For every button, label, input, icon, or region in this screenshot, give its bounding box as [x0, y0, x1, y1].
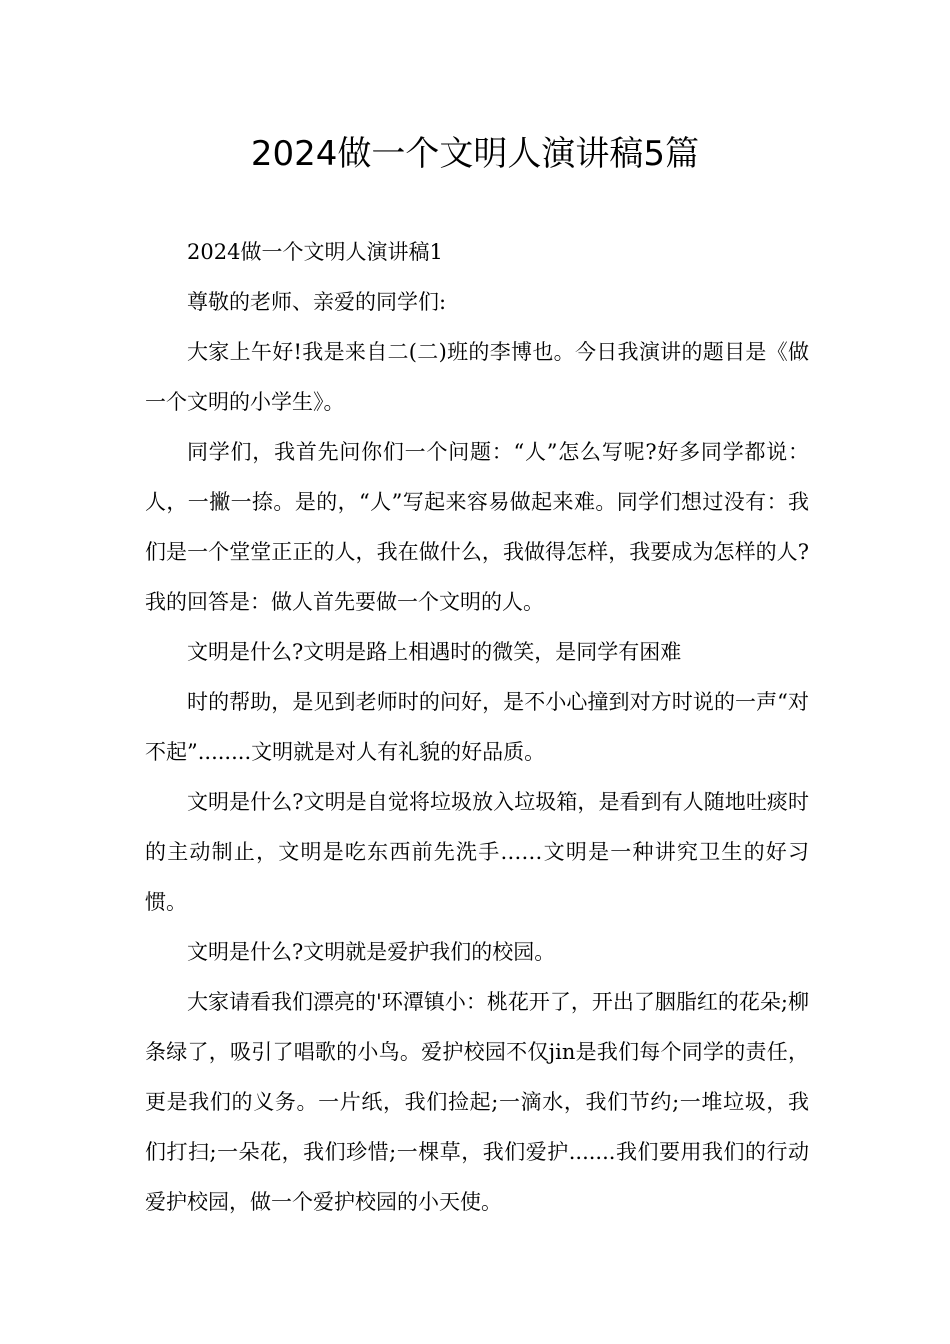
body-paragraph: 大家请看我们漂亮的'环潭镇小：桃花开了，开出了胭脂红的花朵;柳条绿了，吸引了唱歌的小鸟。爱护校园不仅jin是我们每个同学的责任，更是我们的义务。一片纸，我们捡起;一滴水，我们节约;一堆垃圾，我们打扫;一朵花，我们珍惜;一棵草，我们爱护.......我们要用我们的行动爱护校园，做一个爱护校园的小天使。: [145, 990, 809, 1214]
section-heading: 2024做一个文明人演讲稿1: [187, 240, 443, 264]
body-paragraph: 时的帮助，是见到老师时的问好，是不小心撞到对方时说的一声“对不起”........文明就是对人有礼貌的好品质。: [145, 690, 809, 764]
body-paragraph: 文明是什么?文明是自觉将垃圾放入垃圾箱，是看到有人随地吐痰时的主动制止，文明是吃东西前先洗手……文明是一种讲究卫生的好习惯。: [145, 790, 809, 914]
document-title: 2024做一个文明人演讲稿5篇: [250, 134, 700, 174]
body-paragraph: 文明是什么?文明是路上相遇时的微笑，是同学有困难: [187, 640, 682, 664]
body-paragraph: 同学们，我首先问你们一个问题：“人”怎么写呢?好多同学都说：人，一撇一捺。是的，“人”写起来容易做起来难。同学们想过没有：我们是一个堂堂正正的人，我在做什么，我做得怎样，我要成为怎样的人?我的回答是：做人首先要做一个文明的人。: [145, 440, 809, 614]
document-body: [145, 227, 809, 1227]
intro-paragraph: 大家上午好!我是来自二(二)班的李博也。今日我演讲的题目是《做一个文明的小学生》。: [145, 340, 809, 414]
body-paragraph: 文明是什么?文明就是爱护我们的校园。: [187, 940, 556, 964]
salutation-paragraph: 尊敬的老师、亲爱的同学们:: [187, 290, 447, 314]
